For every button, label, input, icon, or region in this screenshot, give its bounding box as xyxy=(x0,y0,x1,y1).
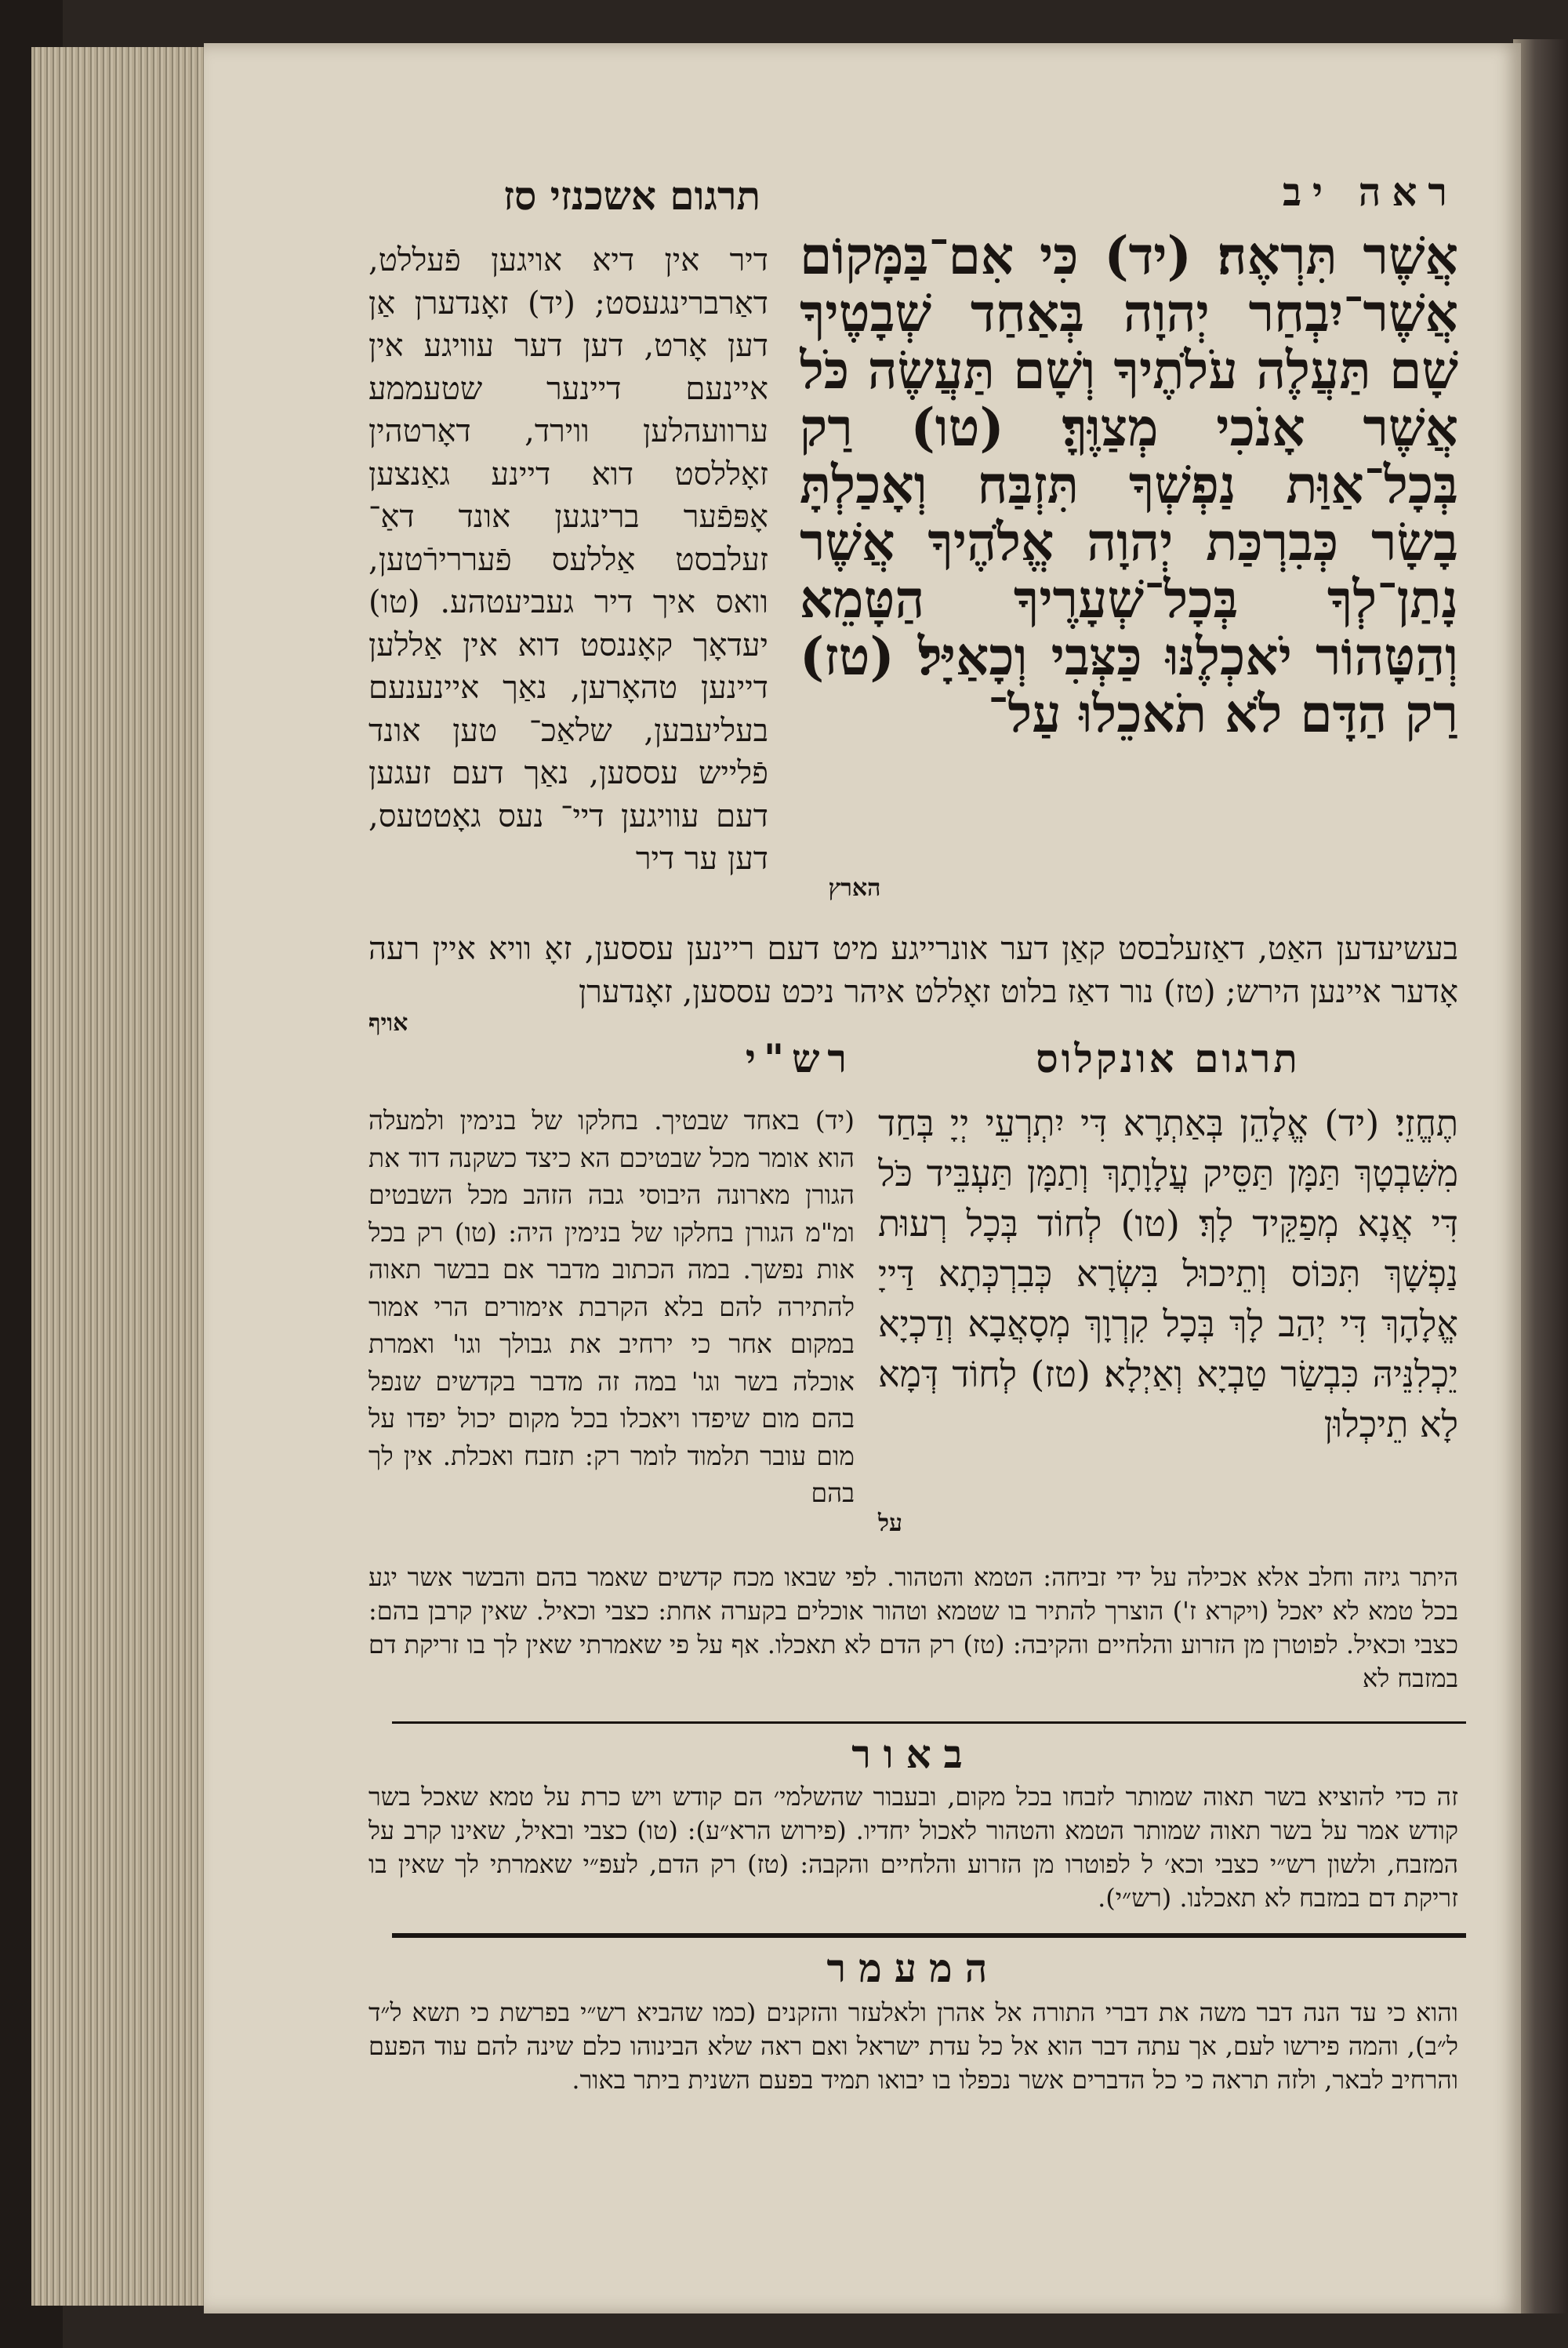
rashi-continuation: היתר גיזה וחלב אלא אכילה על ידי זביחה: הטמא והטהור. לפי שבאו מכח קדשים שאמר בהם והבשר אשר יגע בכל טמא לא יאכל (ויקרא ז') הוצרך להתיר בו שטמא וטהור אוכלים בקערה אחת: כצבי וכאיל. שאין קרבן בהם: כצבי וכאיל. לפוטרן מן הזרוע והלחיים והקיבה: (טז) רק הדם לא תאכלו. אף על פי שאמרתי שאין לך בו זריקת דם במזבח לא xyxy=(368,1562,1458,1693)
onkelos-catchword: על xyxy=(878,1510,903,1537)
divider-rule-2 xyxy=(392,1933,1466,1938)
hameamer-title: המעמר xyxy=(826,1945,1000,1991)
biur-text: זה כדי להוציא בשר תאוה שמותר לזבחו בכל מקום, ובעבור שהשלמי׳ הם קודש ויש כרת על טמא שאכל בשר קודש אמר על בשר תאוה שמותר הטמא והטהור לאכול יחדיו. (פירוש הרא״ע): (טו) כצבי ובאיל, שאינו קרב על המזבח, ולשון רש״י כצבי וכא׳ ל לפוטרו מן הזרוע והלחיים והקבה: (טז) רק הדם, לעפ״י שאמרתי לך שאין בו זריקת דם במזבח לא תאכלנו. (רש״י). xyxy=(368,1782,1458,1913)
rashi-title: רש"י xyxy=(745,1035,855,1081)
verse-catchword: הארץ xyxy=(828,874,881,902)
biur-title: באור xyxy=(851,1731,975,1777)
book-page xyxy=(204,43,1521,2313)
onkelos-title: תרגום אונקלוס xyxy=(1036,1035,1301,1081)
german-catchword: אויף xyxy=(368,1009,408,1037)
divider-rule-1 xyxy=(392,1721,1466,1724)
running-header-left: תרגום אשכנזי סז xyxy=(503,173,760,219)
rashi-text: (יד) באחד שבטיך. בחלקו של בנימין ולמעלה הוא אומר מכל שבטיכם הא כיצד כשקנה דוד את הגורן מארונה היבוסי גבה הזהב מכל השבטים ומ"מ הגורן בחלקו של בנימין היה: (טו) רק בכל אות נפשך. במה הכתוב מדבר אם בבשר תאוה להתירה להם בלא הקרבת אימורים הרי אמור במקום אחר כי ירחיב את גבולך וגו' ואמרת אוכלה בשר וגו' במה זה מדבר בקדשים שנפל בהם מום שיפדו ויאכלו בכל מקום יכול יפדו על מום עובר תלמוד לומר רק: תזבח ואכלת. אין לך בהם xyxy=(368,1105,855,1508)
german-translation-continuation: בעשיעדען האַט, דאַזעלבסט קאַן דער אונרייגע מיט דעם ריינען עססען, זאָ וויא איין רעה אָדער איינען הירש; (טז) נור דאַז בלוט זאָללט איהר ניכט עססען, זאָנדערן xyxy=(368,931,1458,1010)
hebrew-verse-text: אֲשֶׁר תִּרְאֶה׃ (יד) כִּי אִם־בַּמָּקוֹם אֲשֶׁר־יִבְחַר יְהוָה בְּאַחַד שְׁבָטֶיךָ שָׁם תַּעֲלֶה עֹלֹתֶיךָ וְשָׁם תַּעֲשֶׂה כֹּל אֲשֶׁר אָנֹכִי מְצַוֶּךָּ׃ (טו) רַק בְּכָל־אַוַּת נַפְשְׁךָ תִּזְבַּח וְאָכַלְתָּ בָשָׂר כְּבִרְכַּת יְהוָה אֱלֹהֶיךָ אֲשֶׁר נָתַן־לְךָ בְּכָל־שְׁעָרֶיךָ הַטָּמֵא וְהַטָּהוֹר יֹאכְלֶנּוּ כַּצְּבִי וְכָאַיָּל׃ (טז) רַק הַדָּם לֹא תֹאכֵלוּ עַל־ xyxy=(800,227,1458,744)
book-page-edges xyxy=(31,47,212,2306)
german-translation-column: דיר אין דיא אויגען פֿעללט, דאַרברינגעסט; (יד) זאָנדערן אַן דען אָרט, דען דער עוויגע אין איינעם דיינער שטעממע ערוועהלען ווירד, דאָרטהין זאָללסט דוא דיינע גאַנצען אָפּפֿער ברינגען אונד דאַ־ זעלבסט אַללעס פֿעררירֿטען, וואס איך דיר געביעטהע. (טו) יעדאָך קאָננסט דוא אין אַללען דיינען טהאָרען, נאַך איינענעם בעליעבען, שלאַכ־ טען אונד פֿלייש עססען, נאַך דעם זעגען דעם עוויגען דיי־ נעס גאָטטעס, דען ער דיר xyxy=(368,242,768,877)
onkelos-text: תֶחֱזֵי׃ (יד) אֱלָהֵן בְּאַתְרָא דִּי יִתְרְעֵי יְיָ בְּחַד מִשִּׁבְטָךְ תַּמָּן תַּסֵּיק עֲלָוָתָךְ וְתַמָּן תַּעְבֵּיד כֹּל דִּי אֲנָא מְפַקֵּיד לָךְ׃ (טו) לְחוֹד בְּכָל רְעוּת נַפְשָׁךְ תִּכּוֹס וְתֵיכוּל בִּשְׂרָא כְּבִרְכְּתָא דַּייָ אֱלָהָךְ דִּי יְהַב לָךְ בְּכָל קִרְוָךְ מְסָאֲבָא וְדַכְיָא יֵכְלִנֵּיהּ כִּבְשַׂר טַבְיָא וְאַיְלָא׃ (טז) לְחוֹד דְּמָא לָא תֵיכְלוּן xyxy=(878,1102,1458,1445)
book-gutter xyxy=(1513,39,1568,2313)
running-header-right: ראה יב xyxy=(1282,169,1458,215)
hameamer-text: והוא כי עד הנה דבר משה את דברי התורה אל אהרן ולאלעזר והזקנים (כמו שהביא רש״י בפרשת כי תשא ל״ד ל״ב), והמה פירשו לעם, אך עתה דבר הוא אל כל עדת ישראל ואם ראה שלא הבינוהו כלם שינה להם עוד הפעם והרחיב לבאר, ולזה תראה כי כל הדברים אשר נכפלו בו יבואו תמיד בפעם השנית ביתר באור. xyxy=(368,1997,1458,2095)
